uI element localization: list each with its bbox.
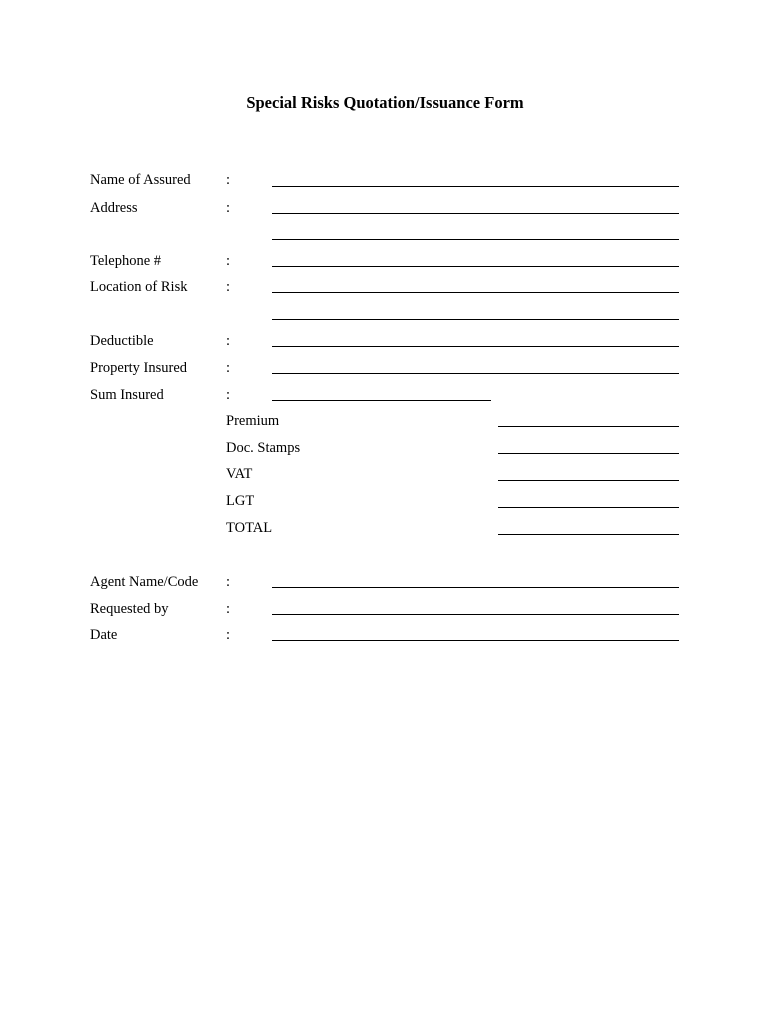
requested-by-label: Requested by bbox=[90, 601, 169, 617]
form-title: Special Risks Quotation/Issuance Form bbox=[246, 93, 524, 112]
colon: : bbox=[226, 253, 231, 269]
colon: : bbox=[226, 172, 231, 188]
agent-name-code-label: Agent Name/Code bbox=[90, 574, 199, 590]
date-field[interactable] bbox=[272, 640, 679, 641]
lgt-field[interactable] bbox=[498, 507, 679, 508]
telephone-label: Telephone # bbox=[90, 253, 162, 269]
total-field[interactable] bbox=[498, 534, 679, 535]
doc-stamps-field[interactable] bbox=[498, 453, 679, 454]
telephone-field[interactable] bbox=[272, 266, 679, 267]
premium-field[interactable] bbox=[498, 426, 679, 427]
location-of-risk-field-line-1[interactable] bbox=[272, 292, 679, 293]
lgt-label: LGT bbox=[226, 493, 255, 509]
address-field-line-2[interactable] bbox=[272, 239, 679, 240]
colon: : bbox=[226, 387, 231, 403]
colon: : bbox=[226, 574, 231, 590]
address-field-line-1[interactable] bbox=[272, 213, 679, 214]
total-label: TOTAL bbox=[226, 520, 273, 536]
premium-label: Premium bbox=[226, 413, 280, 429]
requested-by-field[interactable] bbox=[272, 614, 679, 615]
doc-stamps-label: Doc. Stamps bbox=[226, 440, 301, 456]
location-of-risk-label: Location of Risk bbox=[90, 279, 188, 295]
colon: : bbox=[226, 279, 231, 295]
colon: : bbox=[226, 360, 231, 376]
vat-field[interactable] bbox=[498, 480, 679, 481]
property-insured-label: Property Insured bbox=[90, 360, 188, 376]
sum-insured-label: Sum Insured bbox=[90, 387, 164, 403]
address-label: Address bbox=[90, 200, 138, 216]
colon: : bbox=[226, 601, 231, 617]
deductible-field[interactable] bbox=[272, 346, 679, 347]
date-label: Date bbox=[90, 627, 118, 643]
sum-insured-field[interactable] bbox=[272, 400, 491, 401]
property-insured-field[interactable] bbox=[272, 373, 679, 374]
name-of-assured-field[interactable] bbox=[272, 186, 679, 187]
vat-label: VAT bbox=[226, 466, 253, 482]
agent-name-code-field[interactable] bbox=[272, 587, 679, 588]
deductible-label: Deductible bbox=[90, 333, 154, 349]
colon: : bbox=[226, 333, 231, 349]
colon: : bbox=[226, 200, 231, 216]
colon: : bbox=[226, 627, 231, 643]
name-of-assured-label: Name of Assured bbox=[90, 172, 191, 188]
location-of-risk-field-line-2[interactable] bbox=[272, 319, 679, 320]
